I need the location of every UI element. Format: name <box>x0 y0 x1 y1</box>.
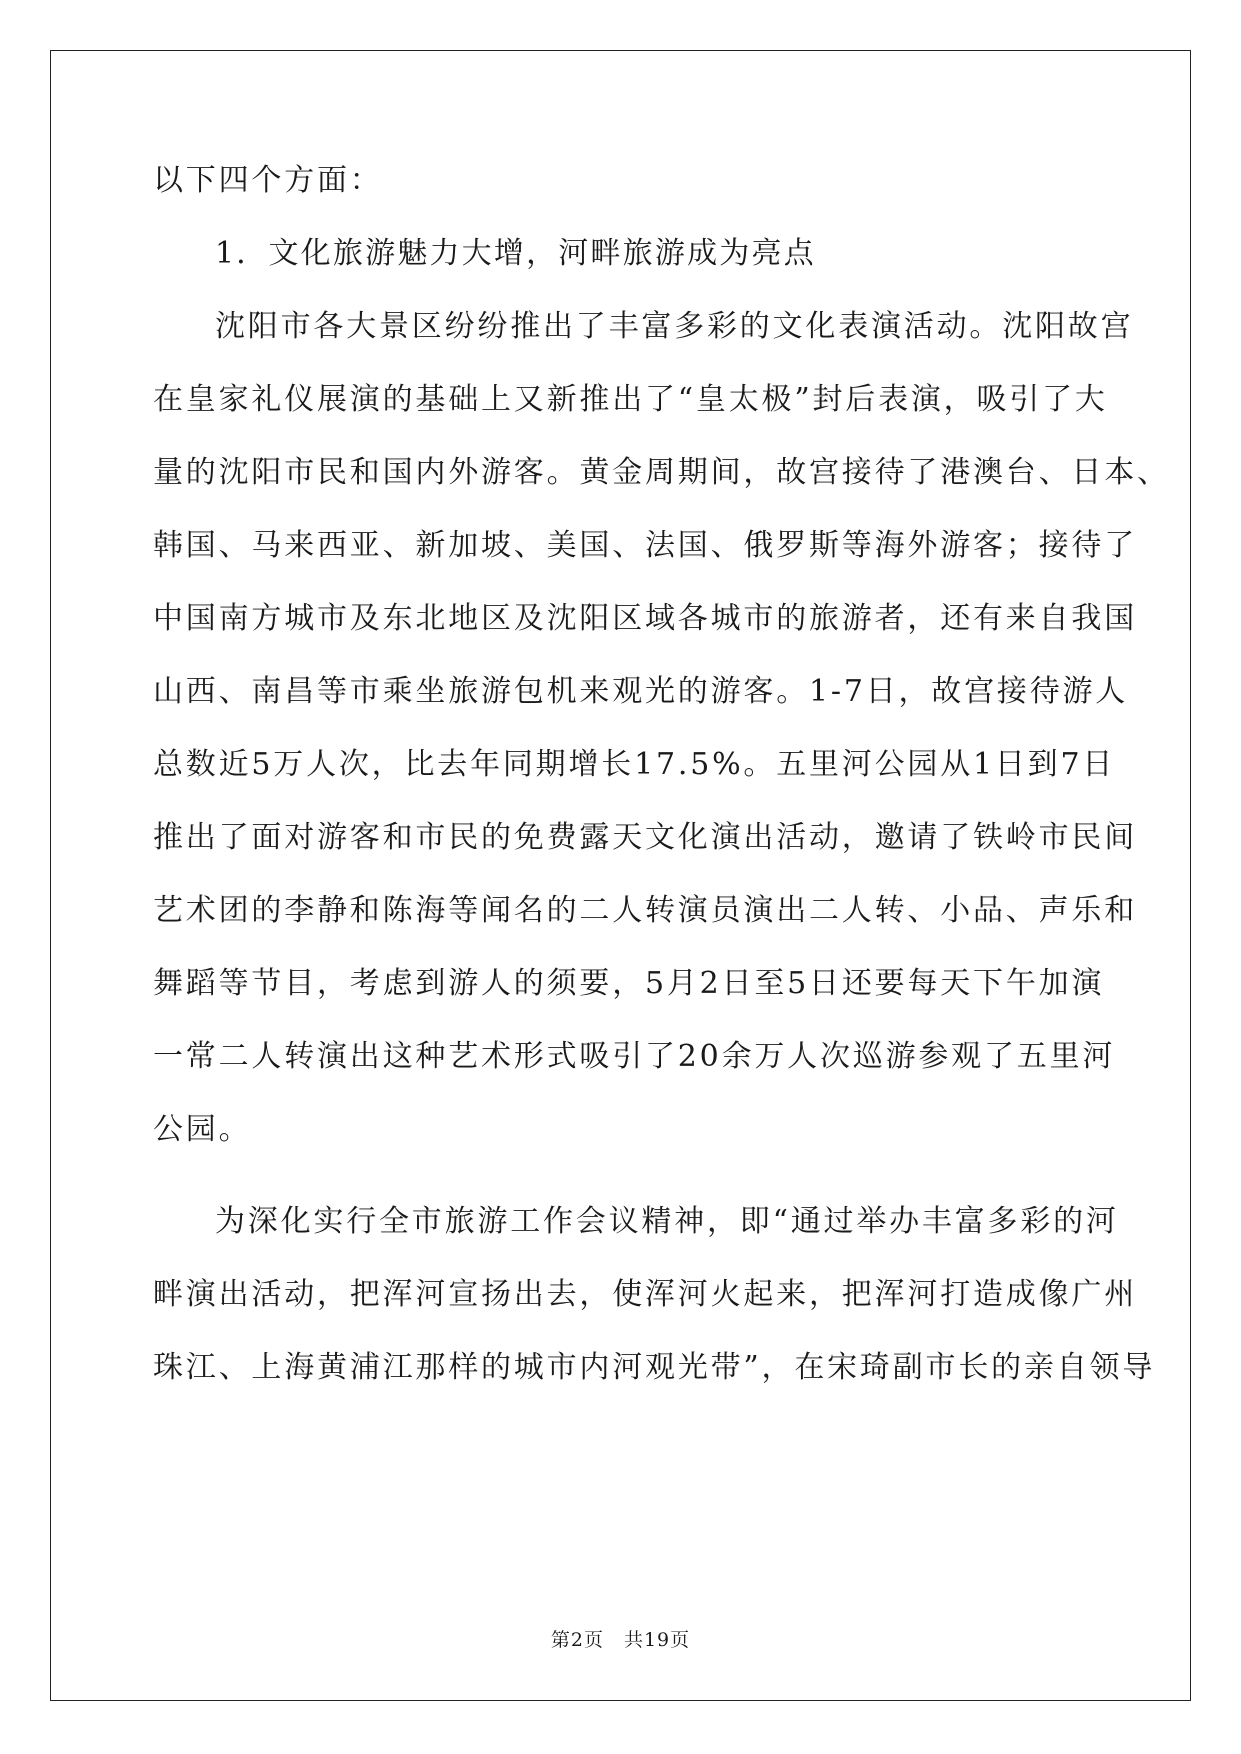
paragraph-line: 推出了面对游客和市民的免费露天文化演出活动，邀请了铁岭市民间 <box>153 820 1137 855</box>
document-body <box>153 163 1170 1426</box>
paragraph-line: 量的沈阳市民和国内外游客。黄金周期间，故宫接待了港澳台、日本、 <box>153 455 1170 490</box>
paragraph-line: 以下四个方面： <box>153 163 383 198</box>
page-footer <box>0 1629 1241 1651</box>
paragraph-line: 总数近5万人次，比去年同期增长17.5%。五里河公园从1日到7日 <box>153 747 1116 782</box>
paragraph-line: 公园。 <box>153 1112 252 1147</box>
paragraph-line: 珠江、上海黄浦江那样的城市内河观光带”，在宋琦副市长的亲自领导 <box>153 1350 1156 1385</box>
section-heading: 1．文化旅游魅力大增，河畔旅游成为亮点 <box>215 236 816 271</box>
paragraph-line: 艺术团的李静和陈海等闻名的二人转演员演出二人转、小品、声乐和 <box>153 893 1137 928</box>
paragraph-line: 畔演出活动，把浑河宣扬出去，使浑河火起来，把浑河打造成像广州 <box>153 1277 1137 1312</box>
paragraph-line: 沈阳市各大景区纷纷推出了丰富多彩的文化表演活动。沈阳故宫 <box>215 309 1134 344</box>
paragraph-line: 一常二人转演出这种艺术形式吸引了20余万人次巡游参观了五里河 <box>153 1039 1116 1074</box>
paragraph-line: 山西、南昌等市乘坐旅游包机来观光的游客。1-7日，故宫接待游人 <box>153 674 1129 709</box>
paragraph-line: 在皇家礼仪展演的基础上又新推出了“皇太极”封后表演，吸引了大 <box>153 382 1108 417</box>
paragraph-line: 中国南方城市及东北地区及沈阳区域各城市的旅游者，还有来自我国 <box>153 601 1137 636</box>
paragraph-line: 舞蹈等节目，考虑到游人的须要，5月2日至5日还要每天下午加演 <box>153 966 1105 1001</box>
page-number: 第2页 共19页 <box>550 1629 691 1651</box>
paragraph-line: 为深化实行全市旅游工作会议精神，即“通过举办丰富多彩的河 <box>215 1204 1119 1239</box>
paragraph-line: 韩国、马来西亚、新加坡、美国、法国、俄罗斯等海外游客；接待了 <box>153 528 1137 563</box>
